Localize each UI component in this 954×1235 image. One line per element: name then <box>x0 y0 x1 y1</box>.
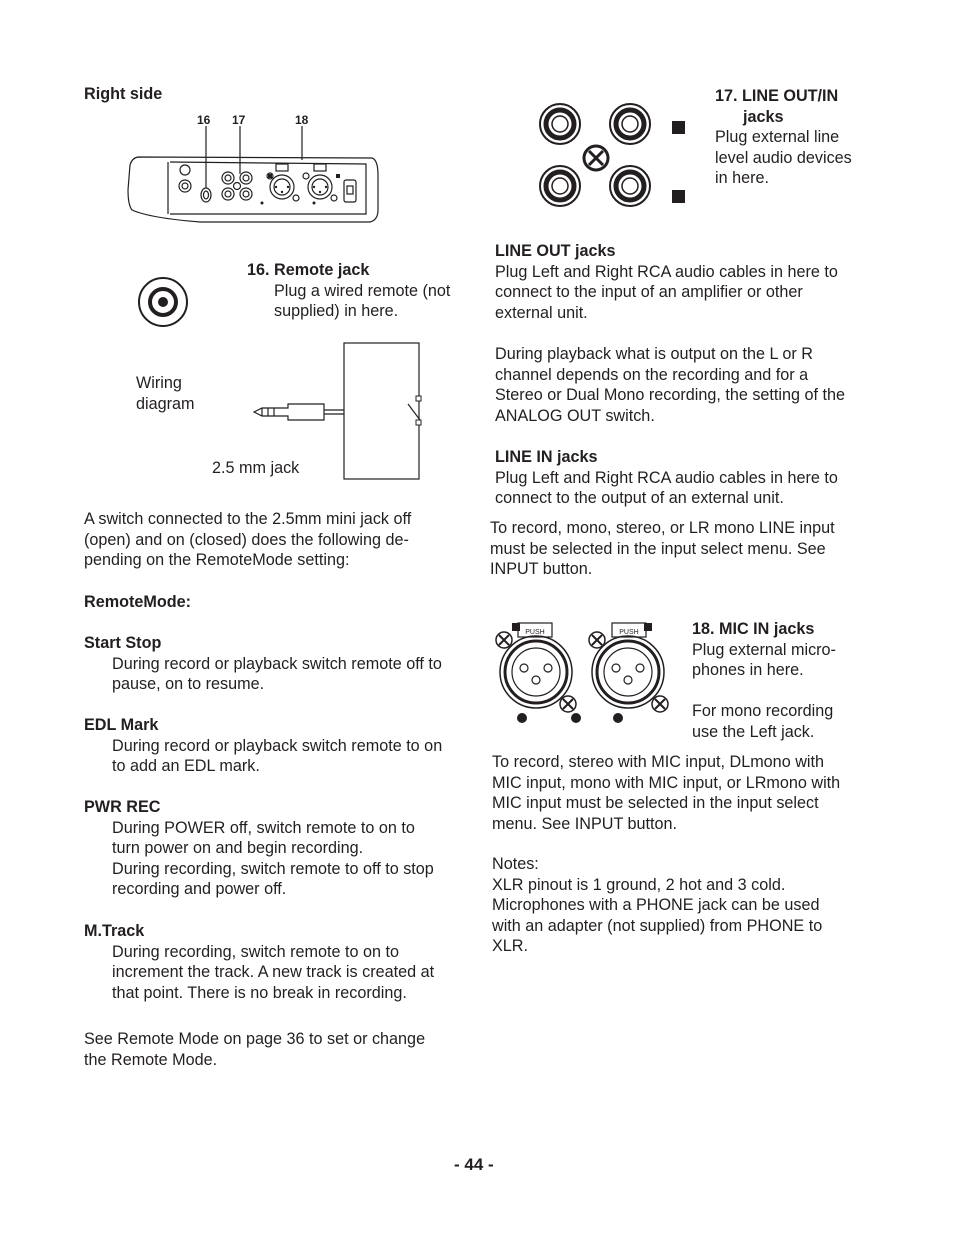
see-remote-line: the Remote Mode. <box>84 1050 218 1069</box>
line-out-line: external unit. <box>495 303 588 322</box>
remote-jack-line: Plug a wired remote (not <box>274 281 451 300</box>
mode-line: to add an EDL mark. <box>112 757 260 776</box>
mic-jacks-title: 18. MIC IN jacks <box>692 620 815 638</box>
remote-jack-title: 16. Remote jack <box>247 261 370 279</box>
mode-name: M.Track <box>84 922 145 940</box>
line-in-heading: LINE IN jacks <box>495 448 598 466</box>
callout-18: 18 <box>295 113 309 127</box>
mic-jacks-desc <box>692 619 836 743</box>
mode-name: Start Stop <box>84 634 162 652</box>
line-jacks-line: Plug external line <box>715 128 840 147</box>
see-remote-line: See Remote Mode on page 36 to set or change <box>84 1030 426 1048</box>
line-out-playback-line: During playback what is output on the L or R <box>495 344 813 363</box>
mic-mono-line: use the Left jack. <box>692 722 815 741</box>
line-out-playback-line: channel depends on the recording and for a <box>495 365 809 384</box>
mode-line: that point. There is no break in recording. <box>112 983 407 1002</box>
line-out-heading: LINE OUT jacks <box>495 242 616 260</box>
line-in-line: connect to the output of an external unit. <box>495 489 784 508</box>
line-jacks-line: level audio devices <box>715 148 852 167</box>
notes-line: with an adapter (not supplied) from PHONE to <box>492 916 823 935</box>
mic-record-line: menu. See INPUT button. <box>492 814 678 833</box>
switch-intro-line: A switch connected to the 2.5mm mini jack off <box>84 510 412 528</box>
notes-section <box>492 854 822 957</box>
mode-line: During POWER off, switch remote to on to <box>112 818 415 837</box>
callout-17: 17 <box>232 113 246 127</box>
line-record-line: INPUT button. <box>490 560 593 579</box>
line-out-section <box>495 241 845 426</box>
line-out-line: Plug Left and Right RCA audio cables in here to <box>495 262 838 281</box>
mode-line: increment the track. A new track is created at <box>112 963 435 982</box>
rca-jacks-illustration <box>538 102 688 210</box>
jack-size-label: 2.5 mm jack <box>212 459 300 477</box>
line-jacks-title: 17. LINE OUT/IN <box>715 87 839 105</box>
see-remote-mode <box>84 1029 425 1070</box>
mode-m-track <box>84 921 434 1003</box>
line-out-line: connect to the input of an amplifier or other <box>495 283 803 302</box>
page-number: - 44 - <box>454 1155 494 1174</box>
line-jacks-title-cont: jacks <box>743 107 784 126</box>
mic-record-line: MIC input, mono with MIC input, or LRmono with <box>492 773 841 792</box>
notes-line: Notes: <box>492 855 539 873</box>
wiring-label-line: Wiring <box>136 374 182 392</box>
mic-record-note <box>492 752 840 834</box>
notes-line: Microphones with a PHONE jack can be used <box>492 896 820 915</box>
mode-line: pause, on to resume. <box>112 675 265 694</box>
mic-jacks-line: phones in here. <box>692 661 804 680</box>
line-record-line: must be selected in the input select menu. See <box>490 539 826 558</box>
mode-pwr-rec <box>84 797 434 900</box>
mode-start-stop <box>84 633 442 695</box>
line-jacks-line: in here. <box>715 169 769 188</box>
notes-line: XLR. <box>492 937 528 956</box>
push-label-right: PUSH <box>619 629 639 636</box>
mode-line: turn power on and begin recording. <box>112 839 364 858</box>
mode-line: During record or playback switch remote to on <box>112 736 443 755</box>
line-record-note <box>490 518 835 580</box>
mic-record-line: To record, stereo with MIC input, DLmono with <box>492 753 824 771</box>
mic-jacks-illustration <box>494 618 674 726</box>
line-jacks-desc <box>715 86 852 189</box>
mode-line: During record or playback switch remote off to <box>112 654 442 673</box>
mode-line: During recording, switch remote to off to stop <box>112 859 434 878</box>
mode-edl-mark <box>84 715 442 777</box>
wiring-label-line: diagram <box>136 394 195 413</box>
right-side-heading: Right side <box>84 85 163 103</box>
mode-name: PWR REC <box>84 798 161 816</box>
mode-line: recording and power off. <box>112 880 287 899</box>
push-label-left: PUSH <box>525 629 545 636</box>
switch-intro <box>84 509 411 571</box>
notes-line: XLR pinout is 1 ground, 2 hot and 3 cold. <box>492 875 786 894</box>
mic-record-line: MIC input must be selected in the input select <box>492 794 819 813</box>
switch-intro-line: (open) and on (closed) does the following de- <box>84 530 409 549</box>
line-out-playback-line: Stereo or Dual Mono recording, the setting of the <box>495 386 846 405</box>
mode-line: During recording, switch remote to on to <box>112 942 400 961</box>
line-out-playback-line: ANALOG OUT switch. <box>495 406 655 425</box>
line-in-section <box>495 447 838 509</box>
mode-name: EDL Mark <box>84 716 159 734</box>
mic-jacks-line: Plug external micro- <box>692 640 836 659</box>
mic-mono-line: For mono recording <box>692 702 834 721</box>
line-in-line: Plug Left and Right RCA audio cables in here to <box>495 468 838 487</box>
switch-intro-line: pending on the RemoteMode setting: <box>84 551 350 570</box>
remote-jack-line: supplied) in here. <box>274 302 399 321</box>
remotemode-heading: RemoteMode: <box>84 593 192 611</box>
callout-16: 16 <box>197 113 211 127</box>
line-record-line: To record, mono, stereo, or LR mono LINE input <box>490 519 835 537</box>
